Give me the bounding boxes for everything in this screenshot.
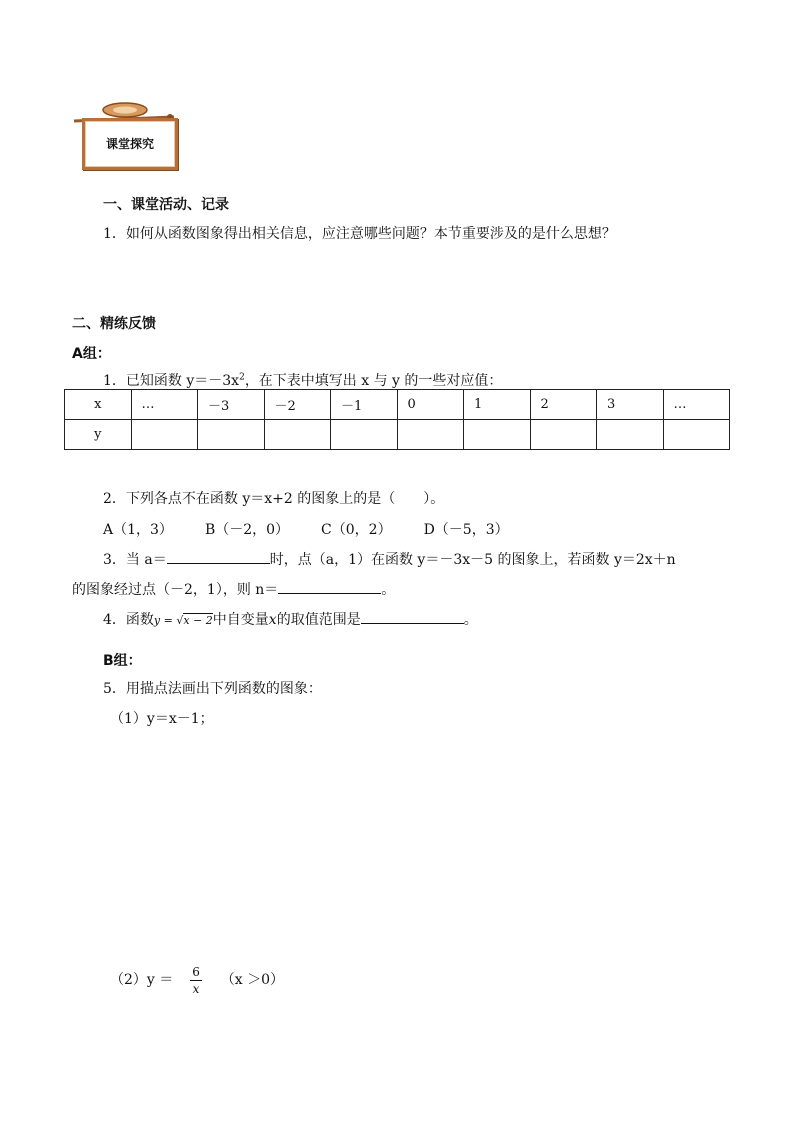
question-5-part-2 xyxy=(110,962,284,998)
question-3-text: 的图象经过点（－2，1），则 n＝ xyxy=(72,582,279,598)
question-5-2-prefix: （2）y ＝ xyxy=(110,972,174,988)
question-4-text: 。 xyxy=(463,612,478,628)
group-b-label: B组： xyxy=(103,653,142,669)
section-badge xyxy=(70,100,180,170)
formula-var: x xyxy=(268,612,277,628)
section1-question-1: 1．如何从函数图象得出相关信息，应注意哪些问题？本节重要涉及的是什么思想？ xyxy=(103,226,616,242)
question-2-options xyxy=(103,519,509,539)
question-3-text: 时，点（a，1）在函数 y＝－3x－5 的图象上，若函数 y＝2x＋n xyxy=(269,552,676,568)
answer-blank-n[interactable] xyxy=(278,579,381,594)
question-2: 2．下列各点不在函数 y＝x+2 的图象上的是（ ）。 xyxy=(103,491,445,507)
table-cell-input[interactable] xyxy=(530,420,597,450)
table-cell-input[interactable] xyxy=(331,420,398,450)
table-cell: y xyxy=(65,420,132,450)
option-c[interactable]: C（0，2） xyxy=(321,522,392,538)
question-4 xyxy=(103,609,478,629)
table-cell: 2 xyxy=(530,390,597,420)
question-3-text: 3．当 a＝ xyxy=(103,552,167,568)
table-cell-input[interactable] xyxy=(131,420,198,450)
table-cell: 0 xyxy=(397,390,464,420)
question-5: 5．用描点法画出下列函数的图象： xyxy=(103,681,322,697)
table-cell: … xyxy=(131,390,198,420)
formula-eq: = xyxy=(160,614,177,627)
table-cell: －3 xyxy=(198,390,265,420)
question-4-text: 的取值范围是 xyxy=(276,612,361,628)
sqrt-icon: √ xyxy=(176,614,184,627)
question-1 xyxy=(103,370,502,390)
section2-heading: 二、精练反馈 xyxy=(72,316,156,332)
question-1-suffix: ，在下表中填写出 x 与 y 的一些对应值： xyxy=(244,373,503,389)
answer-blank-range[interactable] xyxy=(361,609,464,624)
question-1-sup: 2 xyxy=(239,372,245,383)
group-a-label: A组： xyxy=(72,346,111,362)
question-3-line-2 xyxy=(72,579,395,599)
question-3-line-1 xyxy=(103,549,676,569)
fraction-denominator: x xyxy=(192,981,200,996)
answer-blank-a[interactable] xyxy=(167,549,270,564)
badge-board xyxy=(82,118,178,170)
section1-heading: 一、课堂活动、记录 xyxy=(103,197,229,213)
question-1-prefix: 1．已知函数 y＝－3x xyxy=(103,373,240,389)
question-3-text: 。 xyxy=(381,582,396,598)
table-cell-input[interactable] xyxy=(397,420,464,450)
table-cell: －2 xyxy=(264,390,331,420)
question-4-text: 4．函数 xyxy=(103,612,154,628)
xy-value-table xyxy=(64,389,730,450)
question-5-2-suffix: （x ＞0） xyxy=(220,972,284,988)
formula-y: y xyxy=(153,614,161,627)
question-5-part-1: （1）y＝x－1； xyxy=(110,711,214,727)
table-cell: －1 xyxy=(331,390,398,420)
table-cell-input[interactable] xyxy=(464,420,531,450)
table-cell: 3 xyxy=(597,390,664,420)
badge-label: 课堂探究 xyxy=(105,137,154,151)
table-cell-input[interactable] xyxy=(597,420,664,450)
table-cell-input[interactable] xyxy=(198,420,265,450)
table-row-y xyxy=(65,420,730,450)
table-cell: x xyxy=(65,390,132,420)
formula-radicand: x − 2 xyxy=(183,614,213,627)
fraction-numerator: 6 xyxy=(192,964,200,979)
table-cell: … xyxy=(663,390,730,420)
table-cell: 1 xyxy=(464,390,531,420)
fraction xyxy=(190,964,202,997)
option-d[interactable]: D（－5，3） xyxy=(423,522,509,538)
table-row-x xyxy=(65,390,730,420)
option-a[interactable]: A（1，3） xyxy=(103,522,173,538)
table-cell-input[interactable] xyxy=(264,420,331,450)
option-b[interactable]: B（－2，0） xyxy=(204,522,290,538)
table-cell-input[interactable] xyxy=(663,420,730,450)
question-4-text: 中自变量 xyxy=(212,612,269,628)
